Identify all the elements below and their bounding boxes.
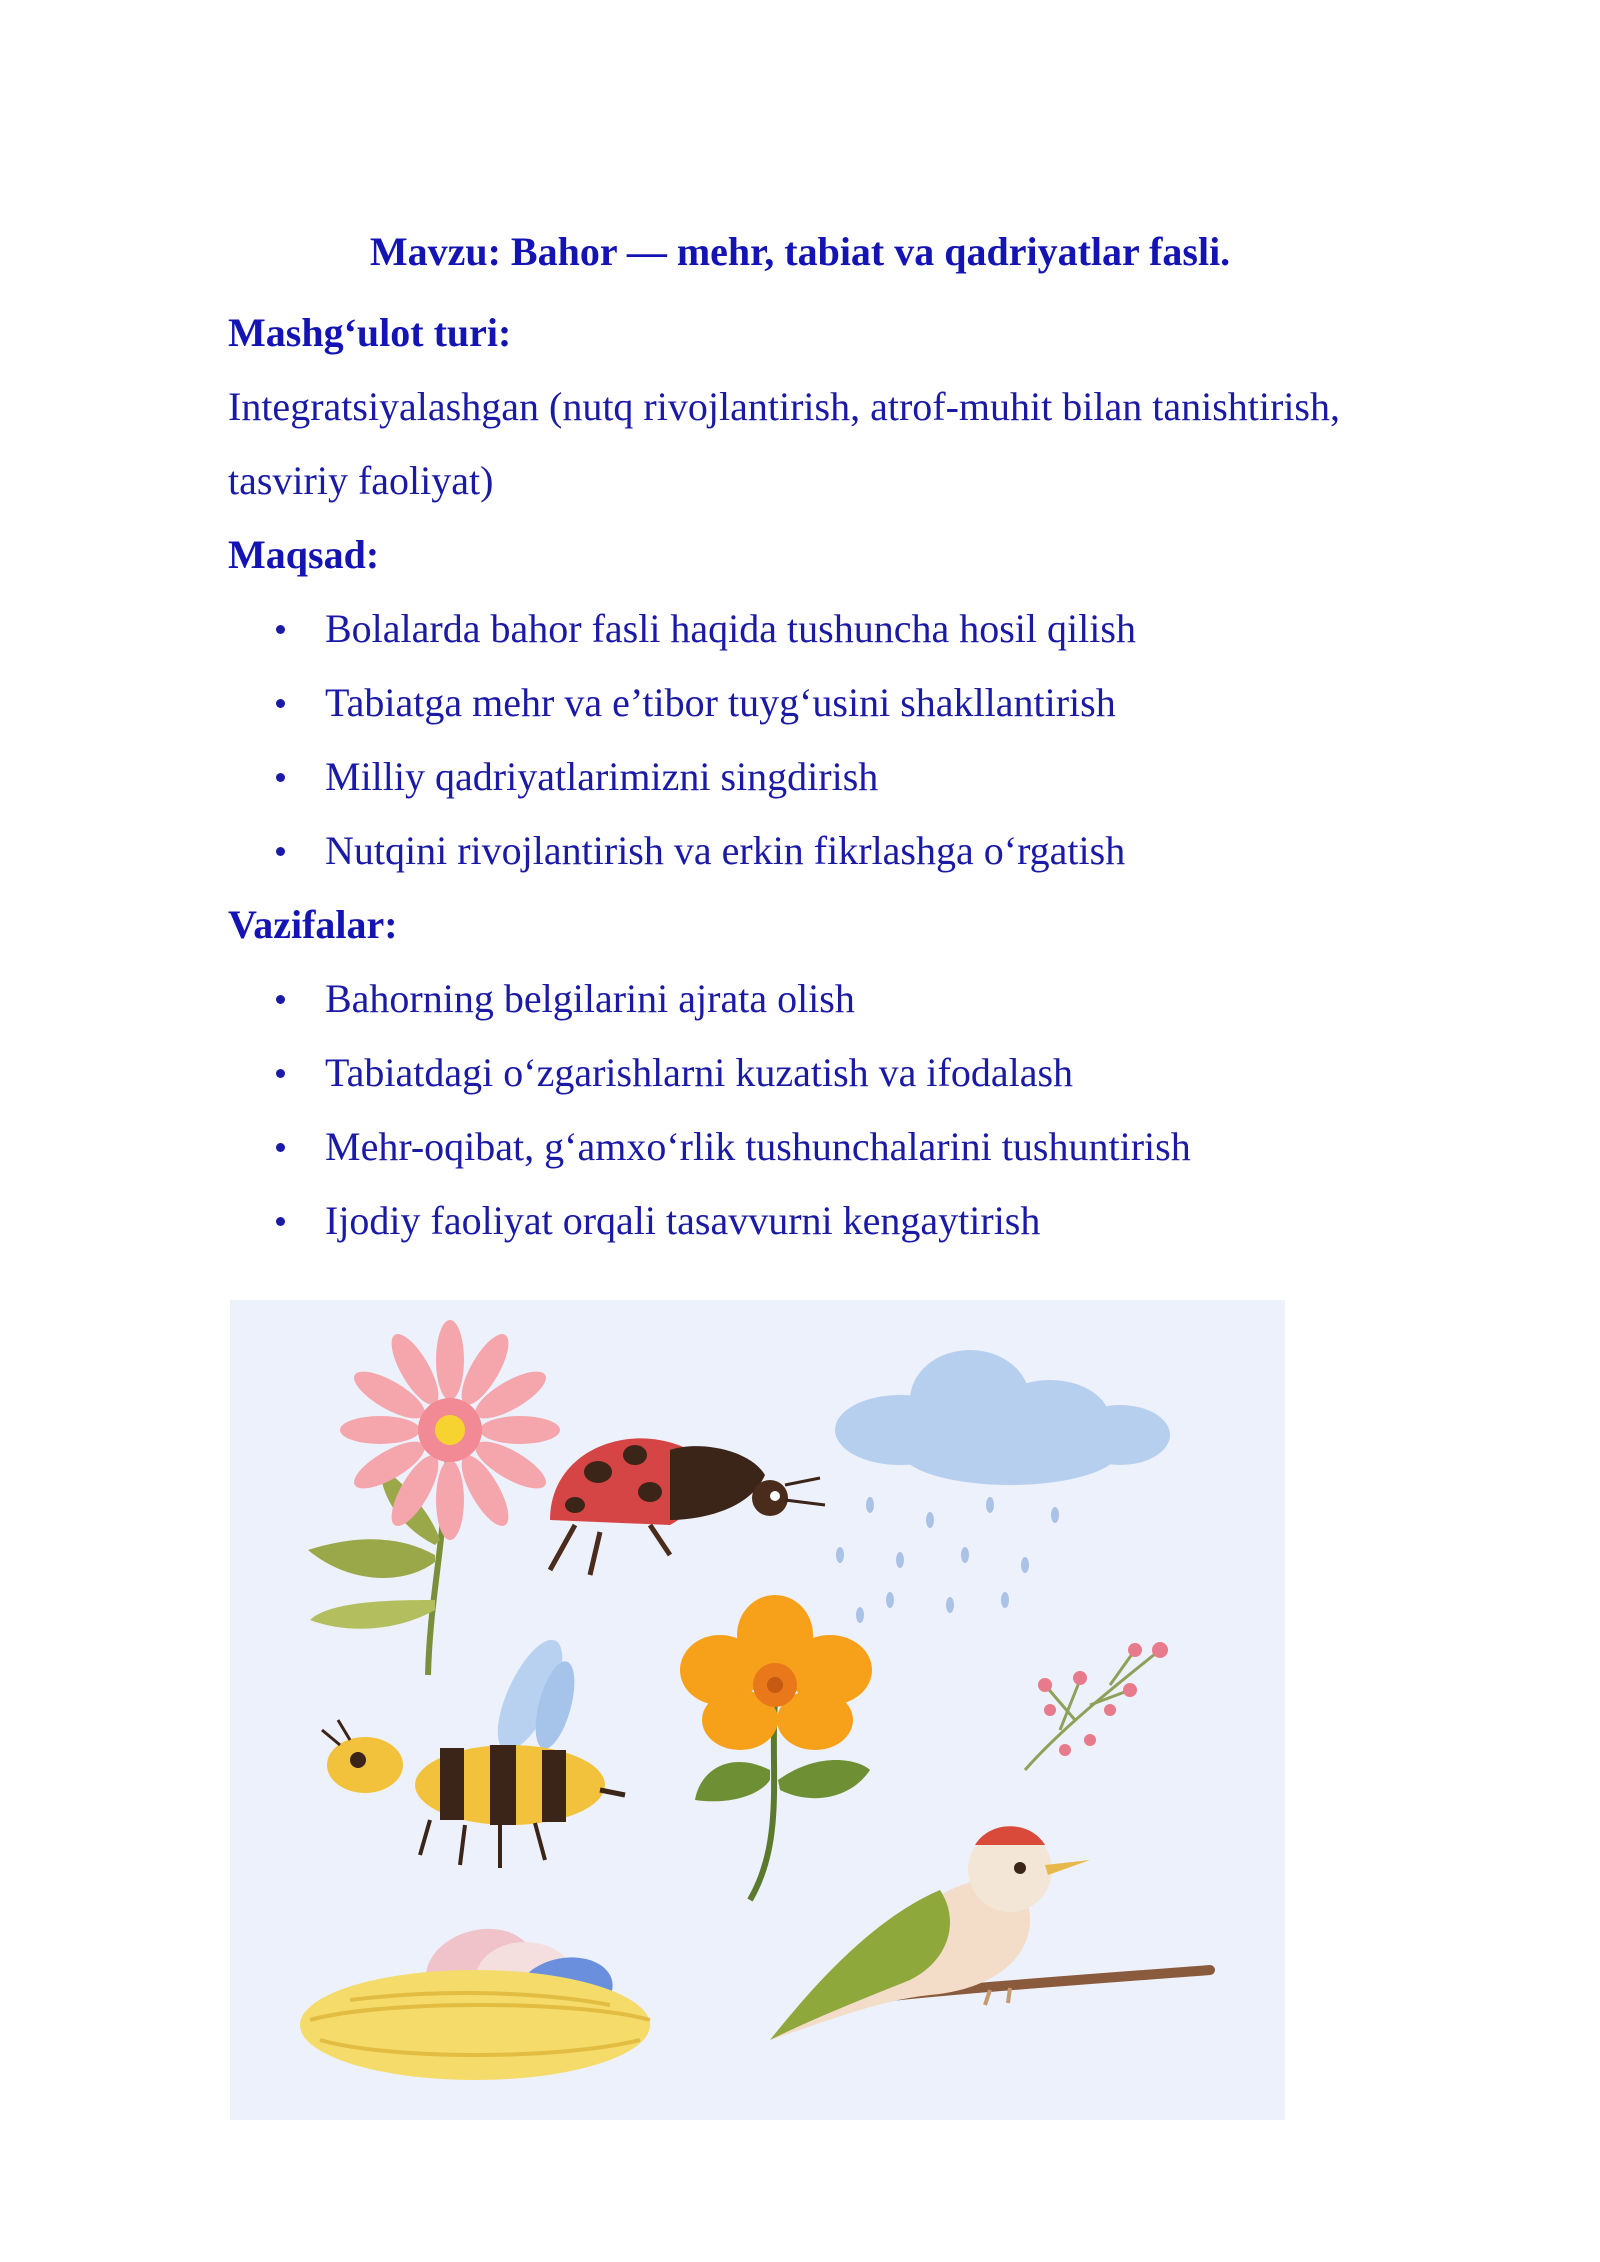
bullet-icon <box>276 773 285 782</box>
tasks-heading: Vazifalar: <box>228 902 398 947</box>
bullet-icon <box>276 699 285 708</box>
goal-item <box>228 666 1448 740</box>
bullet-icon <box>276 1217 285 1226</box>
goal-heading: Maqsad: <box>228 532 380 577</box>
task-item <box>228 1184 1448 1258</box>
goal-item-text: Nutqini rivojlantirish va erkin fikrlashga o‘rgatish <box>325 828 1126 873</box>
task-item <box>228 1036 1448 1110</box>
bullet-icon <box>276 1069 285 1078</box>
lesson-type-heading: Mashg‘ulot turi: <box>228 310 512 355</box>
task-item <box>228 1110 1448 1184</box>
goal-item-text: Milliy qadriyatlarimizni singdirish <box>325 754 879 799</box>
lesson-type-line-1: Integratsiyalashgan (nutq rivojlantirish, atrof-muhit bilan tanishtirish, <box>228 384 1340 429</box>
bullet-icon <box>276 1143 285 1152</box>
lesson-type-line-2: tasviriy faoliyat) <box>228 458 494 503</box>
spring-illustration <box>230 1300 1285 2120</box>
task-item-text: Tabiatdagi o‘zgarishlarni kuzatish va ifodalash <box>325 1050 1074 1095</box>
task-item <box>228 962 1448 1036</box>
bullet-icon <box>276 625 285 634</box>
page-title: Mavzu: Bahor — mehr, tabiat va qadriyatlar fasli. <box>369 229 1231 274</box>
tasks-list <box>228 962 1448 1258</box>
task-item-text: Ijodiy faoliyat orqali tasavvurni kengaytirish <box>325 1198 1041 1243</box>
spring-illustration-svg <box>230 1300 1285 2120</box>
goal-item <box>228 814 1448 888</box>
bullet-icon <box>276 995 285 1004</box>
goal-item <box>228 592 1448 666</box>
goal-item-text: Tabiatga mehr va e’tibor tuyg‘usini shakllantirish <box>325 680 1116 725</box>
bullet-icon <box>276 847 285 856</box>
task-item-text: Bahorning belgilarini ajrata olish <box>325 976 855 1021</box>
goal-item <box>228 740 1448 814</box>
document-content <box>228 296 1448 1258</box>
goal-item-text: Bolalarda bahor fasli haqida tushuncha hosil qilish <box>325 606 1136 651</box>
goal-list <box>228 592 1448 888</box>
task-item-text: Mehr-oqibat, g‘amxo‘rlik tushunchalarini tushuntirish <box>325 1124 1191 1169</box>
